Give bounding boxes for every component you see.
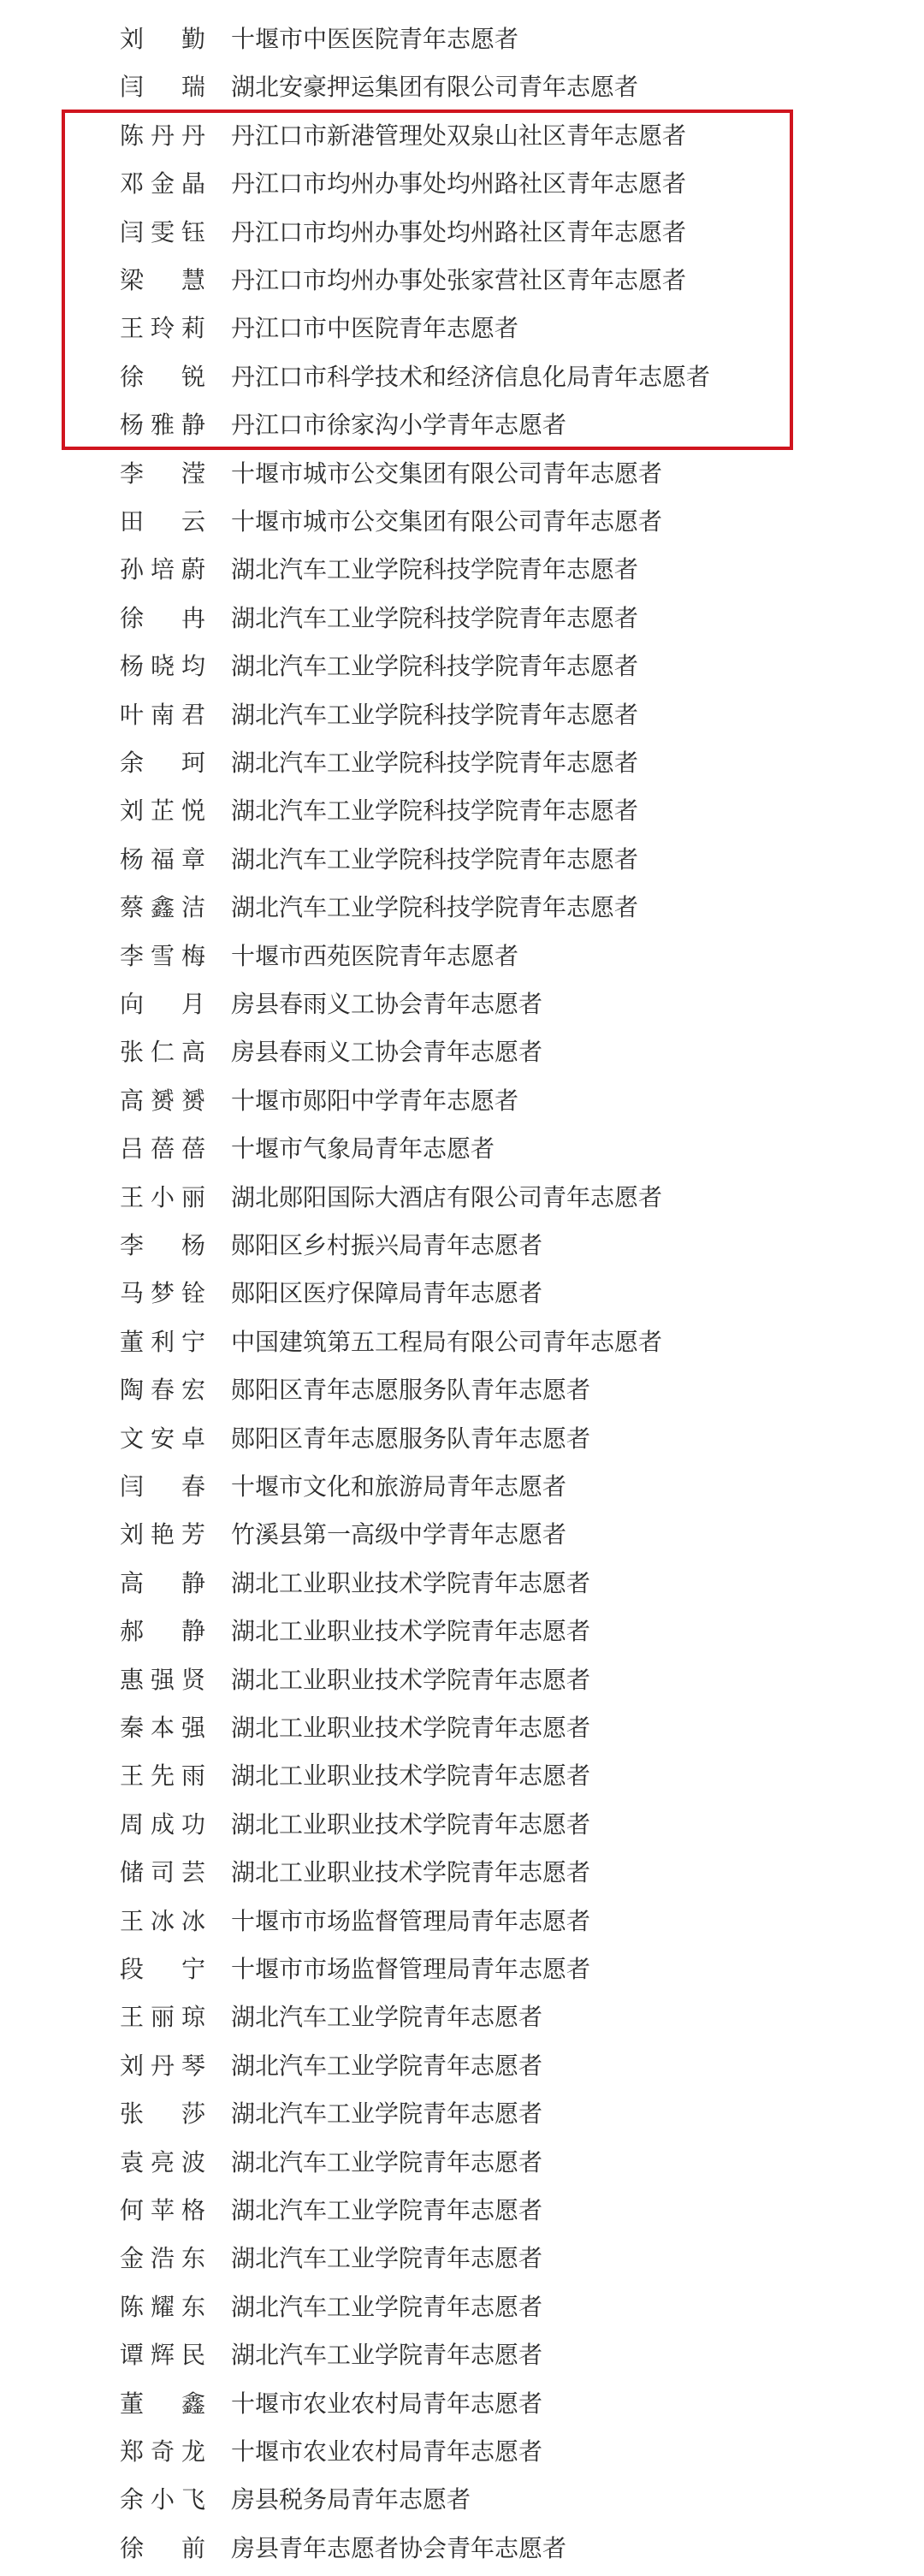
volunteer-name: 王丽琼 [120, 2003, 205, 2032]
list-item [0, 1222, 924, 1270]
volunteer-unit: 十堰市农业农村局青年志愿者 [231, 2437, 543, 2466]
list-item [0, 2283, 924, 2331]
volunteer-unit: 房县税务局青年志愿者 [231, 2485, 471, 2514]
list-item [0, 1656, 924, 1704]
list-item [0, 15, 924, 63]
list-item [0, 1608, 924, 1655]
volunteer-name: 叶南君 [120, 700, 205, 729]
volunteer-name: 杨福章 [120, 844, 205, 873]
volunteer-name: 杨晓均 [120, 652, 205, 681]
volunteer-name: 袁亮波 [120, 2147, 205, 2176]
volunteer-unit: 竹溪县第一高级中学青年志愿者 [231, 1520, 567, 1549]
volunteer-unit: 湖北汽车工业学院青年志愿者 [231, 2292, 543, 2321]
list-item [0, 1560, 924, 1608]
volunteer-unit: 十堰市城市公交集团有限公司青年志愿者 [231, 459, 663, 488]
volunteer-unit: 湖北汽车工业学院科技学院青年志愿者 [231, 555, 639, 584]
volunteer-name: 吕蓓蓓 [120, 1134, 205, 1164]
list-item [0, 209, 924, 257]
volunteer-name: 徐冉 [120, 603, 205, 632]
volunteer-unit: 湖北汽车工业学院青年志愿者 [231, 2051, 543, 2080]
volunteer-name: 刘艳芳 [120, 1520, 205, 1549]
list-item [0, 2380, 924, 2428]
list-item [0, 1318, 924, 1366]
list-item [0, 1993, 924, 2041]
volunteer-name: 张仁高 [120, 1038, 205, 1067]
volunteer-unit: 十堰市郧阳中学青年志愿者 [231, 1086, 519, 1115]
list-item [0, 2235, 924, 2283]
list-item [0, 63, 924, 111]
volunteer-unit: 房县春雨义工协会青年志愿者 [231, 1038, 543, 1067]
list-item [0, 2139, 924, 2187]
list-item [0, 884, 924, 932]
volunteer-unit: 湖北工业职业技术学院青年志愿者 [231, 1809, 591, 1839]
volunteer-name: 陶春宏 [120, 1376, 205, 1405]
volunteer-name: 王冰冰 [120, 1906, 205, 1935]
list-item [0, 933, 924, 980]
volunteer-name: 徐锐 [120, 362, 205, 391]
volunteer-unit: 湖北汽车工业学院科技学院青年志愿者 [231, 796, 639, 826]
volunteer-name: 刘丹琴 [120, 2051, 205, 2080]
volunteer-name: 何苹格 [120, 2196, 205, 2224]
volunteer-unit: 湖北汽车工业学院青年志愿者 [231, 2244, 543, 2273]
list-item [0, 546, 924, 594]
list-item [0, 1028, 924, 1076]
volunteer-unit: 房县春雨义工协会青年志愿者 [231, 990, 543, 1018]
volunteer-name: 邓金晶 [120, 169, 205, 198]
volunteer-name: 陈丹丹 [120, 121, 205, 150]
list-item [0, 450, 924, 498]
volunteer-unit: 丹江口市均州办事处均州路社区青年志愿者 [231, 217, 687, 246]
volunteer-name: 闫雯钰 [120, 217, 205, 246]
volunteer-name: 王先雨 [120, 1762, 205, 1791]
volunteer-unit: 湖北汽车工业学院科技学院青年志愿者 [231, 844, 639, 873]
list-item [0, 2090, 924, 2138]
list-item [0, 739, 924, 787]
volunteer-name: 王玲莉 [120, 314, 205, 343]
list-item [0, 498, 924, 546]
volunteer-name: 李杨 [120, 1231, 205, 1259]
list-item [0, 1945, 924, 1993]
list-item [0, 1752, 924, 1800]
list-item [0, 1415, 924, 1463]
volunteer-name: 李雪梅 [120, 941, 205, 970]
volunteer-unit: 中国建筑第五工程局有限公司青年志愿者 [231, 1327, 663, 1356]
volunteer-unit: 湖北汽车工业学院科技学院青年志愿者 [231, 603, 639, 632]
list-item [0, 2525, 924, 2573]
list-item [0, 2476, 924, 2524]
volunteer-unit: 湖北汽车工业学院青年志愿者 [231, 2003, 543, 2032]
list-item [0, 1704, 924, 1752]
volunteer-unit: 湖北郧阳国际大酒店有限公司青年志愿者 [231, 1182, 663, 1211]
volunteer-name: 惠强贤 [120, 1665, 205, 1694]
volunteer-unit: 十堰市中医医院青年志愿者 [231, 25, 519, 53]
volunteer-name: 郑奇龙 [120, 2437, 205, 2466]
list-item [0, 1898, 924, 1945]
list-item [0, 595, 924, 643]
volunteer-unit: 房县青年志愿者协会青年志愿者 [231, 2533, 567, 2562]
volunteer-unit: 湖北汽车工业学院青年志愿者 [231, 2147, 543, 2176]
volunteer-unit: 湖北汽车工业学院科技学院青年志愿者 [231, 652, 639, 681]
list-item [0, 2042, 924, 2090]
volunteer-name: 刘芷悦 [120, 796, 205, 826]
volunteer-name: 闫春 [120, 1472, 205, 1501]
volunteer-name: 谭辉民 [120, 2341, 205, 2370]
list-item [0, 1801, 924, 1849]
list-item [0, 353, 924, 401]
volunteer-unit: 湖北汽车工业学院青年志愿者 [231, 2196, 543, 2224]
list-item [0, 401, 924, 449]
volunteer-name: 梁慧 [120, 266, 205, 294]
volunteer-unit: 湖北工业职业技术学院青年志愿者 [231, 1568, 591, 1597]
volunteer-unit: 郧阳区青年志愿服务队青年志愿者 [231, 1376, 591, 1405]
volunteer-unit: 丹江口市科学技术和经济信息化局青年志愿者 [231, 362, 711, 391]
volunteer-unit: 郧阳区乡村振兴局青年志愿者 [231, 1231, 543, 1259]
list-item [0, 305, 924, 352]
volunteer-name: 董利宁 [120, 1327, 205, 1356]
volunteer-unit: 湖北汽车工业学院青年志愿者 [231, 2099, 543, 2129]
volunteer-unit: 湖北工业职业技术学院青年志愿者 [231, 1665, 591, 1694]
volunteer-unit: 湖北安豪押运集团有限公司青年志愿者 [231, 73, 639, 102]
volunteer-unit: 郧阳区医疗保障局青年志愿者 [231, 1279, 543, 1308]
volunteer-name: 陈耀东 [120, 2292, 205, 2321]
volunteer-unit: 湖北工业职业技术学院青年志愿者 [231, 1617, 591, 1646]
volunteer-unit: 十堰市西苑医院青年志愿者 [231, 941, 519, 970]
list-item [0, 1174, 924, 1222]
volunteer-unit: 十堰市农业农村局青年志愿者 [231, 2389, 543, 2418]
volunteer-name: 杨雅静 [120, 411, 205, 440]
list-item [0, 2428, 924, 2476]
list-item [0, 787, 924, 835]
volunteer-unit: 湖北汽车工业学院科技学院青年志愿者 [231, 749, 639, 777]
volunteer-unit: 十堰市城市公交集团有限公司青年志愿者 [231, 507, 663, 536]
list-item [0, 1849, 924, 1897]
volunteer-unit: 湖北工业职业技术学院青年志愿者 [231, 1858, 591, 1887]
volunteer-name: 余小飞 [120, 2485, 205, 2514]
volunteer-unit: 丹江口市徐家沟小学青年志愿者 [231, 411, 567, 440]
list-item [0, 2331, 924, 2379]
list-item [0, 1270, 924, 1318]
volunteer-unit: 湖北工业职业技术学院青年志愿者 [231, 1714, 591, 1742]
volunteer-name: 孙培蔚 [120, 555, 205, 584]
volunteer-unit: 丹江口市均州办事处张家营社区青年志愿者 [231, 266, 687, 294]
volunteer-name: 周成功 [120, 1809, 205, 1839]
volunteer-unit: 丹江口市新港管理处双泉山社区青年志愿者 [231, 121, 687, 150]
volunteer-name: 闫瑞 [120, 73, 205, 102]
volunteer-unit: 湖北工业职业技术学院青年志愿者 [231, 1762, 591, 1791]
volunteer-unit: 湖北汽车工业学院青年志愿者 [231, 2341, 543, 2370]
volunteer-unit: 十堰市市场监督管理局青年志愿者 [231, 1906, 591, 1935]
volunteer-name: 张莎 [120, 2099, 205, 2129]
volunteer-name: 储司芸 [120, 1858, 205, 1887]
volunteer-name: 文安卓 [120, 1424, 205, 1453]
list-item [0, 257, 924, 305]
volunteer-name: 马梦铨 [120, 1279, 205, 1308]
volunteer-name: 秦本强 [120, 1714, 205, 1742]
volunteer-name: 段宁 [120, 1955, 205, 1983]
volunteer-name: 高静 [120, 1568, 205, 1597]
list-item [0, 1366, 924, 1414]
volunteer-name: 田云 [120, 507, 205, 536]
volunteer-name: 刘勤 [120, 25, 205, 53]
list-item [0, 2187, 924, 2235]
volunteer-unit: 十堰市气象局青年志愿者 [231, 1134, 495, 1164]
volunteer-name: 李滢 [120, 459, 205, 488]
volunteer-unit: 湖北汽车工业学院科技学院青年志愿者 [231, 700, 639, 729]
volunteer-name: 蔡鑫洁 [120, 893, 205, 922]
list-item [0, 1463, 924, 1511]
list-item [0, 836, 924, 884]
list-item [0, 160, 924, 208]
list-item [0, 112, 924, 160]
volunteer-unit: 十堰市市场监督管理局青年志愿者 [231, 1955, 591, 1983]
volunteer-name: 董鑫 [120, 2389, 205, 2418]
volunteer-name: 向月 [120, 990, 205, 1018]
volunteer-name: 金浩东 [120, 2244, 205, 2273]
list-item [0, 643, 924, 690]
list-item [0, 1511, 924, 1559]
volunteer-name: 徐前 [120, 2533, 205, 2562]
volunteer-unit: 湖北汽车工业学院科技学院青年志愿者 [231, 893, 639, 922]
volunteer-unit: 丹江口市中医院青年志愿者 [231, 314, 519, 343]
volunteer-unit: 郧阳区青年志愿服务队青年志愿者 [231, 1424, 591, 1453]
volunteer-name: 高赟赟 [120, 1086, 205, 1115]
list-item [0, 1077, 924, 1125]
list-item [0, 1125, 924, 1173]
volunteer-unit: 丹江口市均州办事处均州路社区青年志愿者 [231, 169, 687, 198]
list-item [0, 980, 924, 1028]
volunteer-name: 王小丽 [120, 1182, 205, 1211]
volunteer-name: 余珂 [120, 749, 205, 777]
volunteer-unit: 十堰市文化和旅游局青年志愿者 [231, 1472, 567, 1501]
list-item [0, 691, 924, 739]
volunteer-name: 郝静 [120, 1617, 205, 1646]
